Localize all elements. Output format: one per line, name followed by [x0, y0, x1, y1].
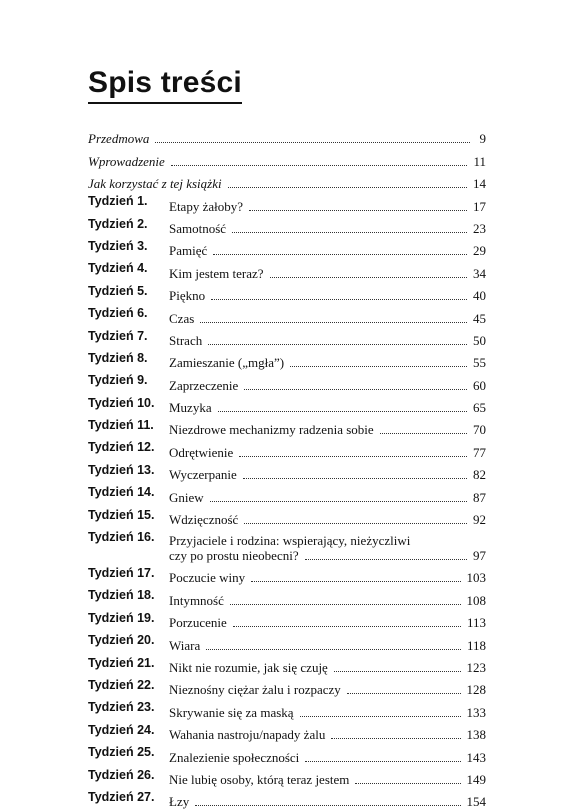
dot-leader — [218, 411, 467, 412]
entry-title: Wyczerpanie — [169, 467, 237, 483]
entry-line — [169, 682, 486, 697]
dot-leader — [239, 456, 467, 457]
entry-text — [169, 727, 486, 742]
week-label: Tydzień 5. — [88, 283, 148, 298]
toc-entry — [88, 482, 486, 504]
dot-leader — [251, 581, 460, 582]
page-number: 103 — [466, 570, 486, 586]
dot-leader — [290, 366, 467, 367]
entry-line — [169, 199, 486, 214]
week-label: Tydzień 3. — [88, 238, 148, 253]
page-number: 60 — [473, 377, 486, 393]
week-label: Tydzień 19. — [88, 610, 155, 625]
entry-title: Wahania nastroju/napady żalu — [169, 727, 326, 743]
toc-entry — [88, 765, 486, 787]
entry-line — [169, 794, 486, 809]
entry-title-continued: czy po prostu nieobecni? — [169, 548, 299, 564]
week-label: Tydzień 7. — [88, 328, 148, 343]
entry-title: Przedmowa — [88, 131, 150, 147]
page-number: 23 — [473, 220, 486, 236]
entry-text — [169, 243, 486, 258]
page-number: 17 — [473, 198, 486, 214]
week-label: Tydzień 12. — [88, 440, 155, 455]
toc-entry — [88, 630, 486, 652]
entry-title: Kim jestem teraz? — [169, 265, 264, 281]
dot-leader — [233, 626, 461, 627]
toc-entry — [88, 281, 486, 303]
entry-title: Znalezienie społeczności — [169, 749, 300, 765]
page-number: 9 — [479, 131, 486, 147]
toc-entry — [88, 787, 486, 809]
entry-text — [169, 266, 486, 281]
toc-entry — [88, 348, 486, 370]
entry-title: Etapy żałoby? — [169, 198, 243, 214]
toc-entry — [88, 258, 486, 280]
entry-line — [169, 422, 486, 437]
entry-title: Zamieszanie („mgła”) — [169, 355, 285, 371]
week-label: Tydzień 4. — [88, 261, 148, 276]
dot-leader — [230, 604, 461, 605]
entry-title: Piękno — [169, 288, 206, 304]
toc-entry — [88, 124, 486, 146]
dot-leader — [195, 805, 460, 806]
dot-leader — [380, 433, 467, 434]
week-label: Tydzień 25. — [88, 745, 155, 760]
toc-entry — [88, 742, 486, 764]
week-label: Tydzień 22. — [88, 677, 155, 692]
page-number: 45 — [473, 310, 486, 326]
entry-title: Nie lubię osoby, którą teraz jestem — [169, 771, 350, 787]
entry-title: Strach — [169, 332, 203, 348]
entry-title: Porzucenie — [169, 615, 227, 631]
toc-entry — [88, 608, 486, 630]
entry-text — [169, 615, 486, 630]
dot-leader — [171, 165, 468, 166]
toc-entry — [88, 720, 486, 742]
entry-title: Łzy — [169, 794, 190, 809]
entry-title: Jak korzystać z tej książki — [88, 176, 222, 192]
week-label: Tydzień 1. — [88, 194, 148, 209]
entry-line — [169, 772, 486, 787]
entry-title: Skrywanie się za maską — [169, 704, 294, 720]
entry-line — [169, 705, 486, 720]
entry-title: Zaprzeczenie — [169, 377, 239, 393]
entry-line — [169, 750, 486, 765]
entry-title: Nikt nie rozumie, jak się czuję — [169, 659, 328, 675]
entry-line — [169, 333, 486, 348]
entry-text — [169, 772, 486, 787]
dot-leader — [270, 277, 467, 278]
entry-title: Pamięć — [169, 243, 208, 259]
week-label: Tydzień 8. — [88, 350, 148, 365]
week-label: Tydzień 18. — [88, 588, 155, 603]
entry-line — [169, 615, 486, 630]
toc-entry — [88, 415, 486, 437]
dot-leader — [249, 210, 467, 211]
entry-title: Poczucie winy — [169, 570, 246, 586]
page-number: 65 — [473, 400, 486, 416]
week-label: Tydzień 15. — [88, 507, 155, 522]
entry-line — [169, 660, 486, 675]
entry-line — [88, 154, 486, 169]
dot-leader — [244, 389, 467, 390]
toc-entry — [88, 326, 486, 348]
page-number: 34 — [473, 265, 486, 281]
week-label: Tydzień 10. — [88, 395, 155, 410]
entry-text — [169, 355, 486, 370]
entry-line — [169, 638, 486, 653]
page-number: 50 — [473, 332, 486, 348]
dot-leader — [244, 523, 467, 524]
page-number: 77 — [473, 444, 486, 460]
entry-text — [88, 131, 486, 146]
dot-leader — [347, 693, 461, 694]
table-of-contents — [88, 124, 486, 809]
page-number: 97 — [473, 548, 486, 564]
entry-line — [169, 400, 486, 415]
entry-line — [169, 221, 486, 236]
entry-line — [169, 266, 486, 281]
toc-entry — [88, 675, 486, 697]
entry-text — [169, 199, 486, 214]
week-label: Tydzień 9. — [88, 373, 148, 388]
entry-title: Przyjaciele i rodzina: wspierający, nieżyczliwi — [169, 533, 411, 549]
page-title: Spis treści — [88, 66, 242, 99]
entry-title: Samotność — [169, 220, 227, 236]
entry-text — [169, 422, 486, 437]
page-number: 123 — [466, 659, 486, 675]
dot-leader — [334, 671, 461, 672]
entry-title: Odrętwienie — [169, 444, 234, 460]
entry-text — [169, 512, 486, 527]
dot-leader — [200, 322, 467, 323]
entry-line — [169, 378, 486, 393]
entry-text — [169, 660, 486, 675]
week-label: Tydzień 17. — [88, 566, 155, 581]
page-number: 70 — [473, 422, 486, 438]
toc-entry — [88, 303, 486, 325]
week-label: Tydzień 21. — [88, 655, 155, 670]
entry-line — [169, 467, 486, 482]
dot-leader — [228, 187, 467, 188]
week-label: Tydzień 11. — [88, 418, 154, 433]
entry-text — [169, 467, 486, 482]
page-number: 113 — [466, 615, 486, 631]
entry-text — [169, 570, 486, 585]
toc-entry — [88, 527, 486, 563]
toc-entry — [88, 214, 486, 236]
dot-leader — [355, 783, 460, 784]
page-number: 55 — [473, 355, 486, 371]
entry-text — [169, 490, 486, 505]
entry-title: Gniew — [169, 489, 204, 505]
page-number: 14 — [473, 176, 486, 192]
entry-text — [169, 593, 486, 608]
entry-line — [169, 512, 486, 527]
entry-text — [169, 333, 486, 348]
dot-leader — [155, 142, 470, 143]
entry-line — [88, 131, 486, 146]
entry-line — [169, 243, 486, 258]
entry-text — [169, 378, 486, 393]
page-number: 108 — [466, 592, 486, 608]
entry-title: Nieznośny ciężar żalu i rozpaczy — [169, 682, 341, 698]
toc-entry — [88, 505, 486, 527]
page-number: 82 — [473, 467, 486, 483]
toc-entry — [88, 563, 486, 585]
toc-entry — [88, 585, 486, 607]
dot-leader — [305, 559, 467, 560]
entry-line — [169, 548, 486, 563]
entry-title: Wprowadzenie — [88, 153, 165, 169]
page-number: 154 — [466, 794, 486, 809]
dot-leader — [211, 299, 467, 300]
entry-line — [169, 727, 486, 742]
entry-text — [169, 638, 486, 653]
toc-entry — [88, 370, 486, 392]
entry-line — [169, 355, 486, 370]
entry-line — [169, 445, 486, 460]
entry-line — [169, 570, 486, 585]
page-number: 118 — [466, 637, 486, 653]
entry-text — [169, 288, 486, 303]
entry-text — [88, 176, 486, 191]
page-number: 92 — [473, 512, 486, 528]
dot-leader — [243, 478, 467, 479]
entry-title: Czas — [169, 310, 195, 326]
dot-leader — [210, 501, 467, 502]
page-number: 133 — [466, 704, 486, 720]
entry-line — [169, 533, 486, 548]
page-number: 149 — [466, 771, 486, 787]
entry-line — [169, 593, 486, 608]
page-number: 29 — [473, 243, 486, 259]
page-number: 128 — [466, 682, 486, 698]
week-label: Tydzień 6. — [88, 306, 148, 321]
page-number: 40 — [473, 288, 486, 304]
entry-line — [88, 176, 486, 191]
entry-text — [169, 705, 486, 720]
entry-text — [169, 533, 486, 563]
entry-line — [169, 490, 486, 505]
toc-entry — [88, 191, 486, 213]
toc-entry — [88, 169, 486, 191]
week-label: Tydzień 14. — [88, 485, 155, 500]
week-label: Tydzień 23. — [88, 700, 155, 715]
entry-text — [169, 750, 486, 765]
page-number: 87 — [473, 489, 486, 505]
entry-text — [169, 794, 486, 809]
week-label: Tydzień 27. — [88, 789, 155, 804]
dot-leader — [305, 761, 460, 762]
entry-title: Intymność — [169, 592, 224, 608]
dot-leader — [331, 738, 460, 739]
toc-entry — [88, 146, 486, 168]
dot-leader — [300, 716, 461, 717]
page-number: 138 — [466, 727, 486, 743]
entry-line — [169, 288, 486, 303]
week-label: Tydzień 26. — [88, 767, 155, 782]
title-block — [88, 66, 242, 104]
week-label: Tydzień 2. — [88, 216, 148, 231]
entry-line — [169, 311, 486, 326]
toc-entry — [88, 460, 486, 482]
entry-title: Muzyka — [169, 400, 212, 416]
entry-text — [88, 154, 486, 169]
entry-text — [169, 445, 486, 460]
toc-entry — [88, 437, 486, 459]
week-label: Tydzień 13. — [88, 462, 155, 477]
entry-text — [169, 221, 486, 236]
dot-leader — [208, 344, 467, 345]
toc-entry — [88, 393, 486, 415]
entry-text — [169, 400, 486, 415]
entry-text — [169, 311, 486, 326]
week-label: Tydzień 24. — [88, 722, 155, 737]
entry-title: Wdzięczność — [169, 512, 239, 528]
page-number: 11 — [473, 153, 486, 169]
entry-title: Niezdrowe mechanizmy radzenia sobie — [169, 422, 374, 438]
dot-leader — [206, 649, 461, 650]
dot-leader — [232, 232, 467, 233]
week-label: Tydzień 20. — [88, 633, 155, 648]
entry-title: Wiara — [169, 637, 201, 653]
entry-text — [169, 682, 486, 697]
toc-entry — [88, 653, 486, 675]
toc-entry — [88, 697, 486, 719]
page-number: 143 — [466, 749, 486, 765]
dot-leader — [213, 254, 467, 255]
week-label: Tydzień 16. — [88, 530, 155, 545]
toc-entry — [88, 236, 486, 258]
